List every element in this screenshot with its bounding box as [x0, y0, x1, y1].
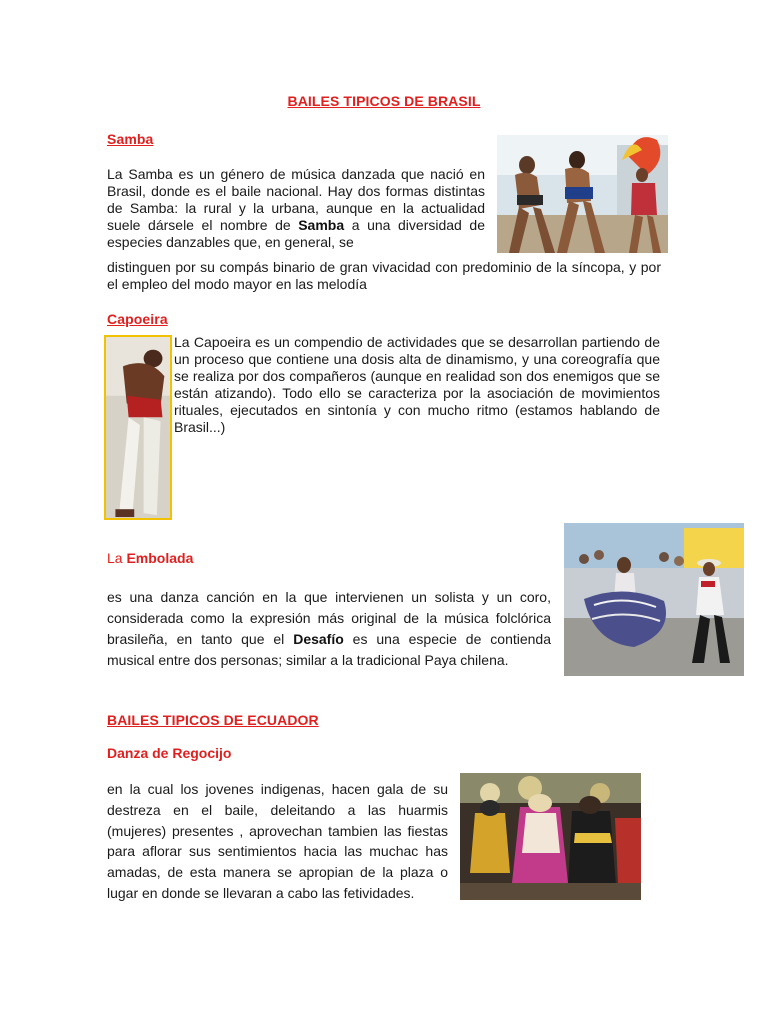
samba-photo	[497, 135, 668, 253]
page-title: BAILES TIPICOS DE BRASIL	[287, 93, 481, 109]
capoeira-paragraph: La Capoeira es un compendio de actividades que se desarrollan partiendo de un proceso que contiene una dosis alta de dinamismo, y una coreografía que se realiza por dos compañeros (aunque en realidad son dos enemigos que se están atizando). Todo ello se caracteriza por la asociación de movimientos rituales, ejecutados en sintonía y con mucho ritmo (estamos hablando de Brasil...)	[174, 334, 660, 435]
embolada-text-b: es una especie de contienda musical entre dos personas; similar a la tradicional Paya chilena.	[107, 631, 551, 668]
samba-text-b: a una diversidad de especies danzables que, en general, se	[107, 217, 485, 250]
embolada-paragraph	[107, 587, 551, 671]
regocijo-heading: Danza de Regocijo	[107, 745, 232, 761]
samba-bold: Samba	[298, 217, 345, 233]
embolada-prefix: La	[107, 550, 127, 566]
embolada-photo	[564, 523, 744, 676]
embolada-heading: Embolada	[126, 550, 194, 566]
regocijo-paragraph: en la cual los jovenes indigenas, hacen gala de su destreza en el baile, deleitando a las huarmis (mujeres) presentes , aprovechan tambien las fiestas para aflorar sus sentimientos hacia las muchac has amadas, de esta manera se apropian de la plaza o lugar en donde se llevaran a cabo las fetividades.	[107, 781, 448, 901]
capoeira-heading: Capoeira	[107, 311, 168, 327]
ecuador-title: BAILES TIPICOS DE ECUADOR	[107, 712, 319, 728]
capoeira-photo	[104, 335, 172, 520]
desafio-bold: Desafío	[293, 631, 344, 647]
embolada-text-a: es una danza canción en la que intervienen un solista y un coro, considerada como la expresión más original de la música folclórica brasileña, en tanto que el	[107, 589, 551, 647]
regocijo-photo	[460, 773, 641, 900]
embolada-heading-line	[107, 550, 193, 566]
samba-heading: Samba	[107, 131, 154, 147]
samba-paragraph	[107, 166, 485, 251]
samba-paragraph-cont: distinguen por su compás binario de gran vivacidad con predominio de la síncopa, y por el empleo del modo mayor en las melodía	[107, 259, 661, 292]
samba-text-a: La Samba es un género de música danzada que nació en Brasil, donde es el baile nacional. Hay dos formas distintas de Samba: la rural y la urbana, aunque en la actualidad suele dársele el nombre de	[107, 166, 485, 233]
